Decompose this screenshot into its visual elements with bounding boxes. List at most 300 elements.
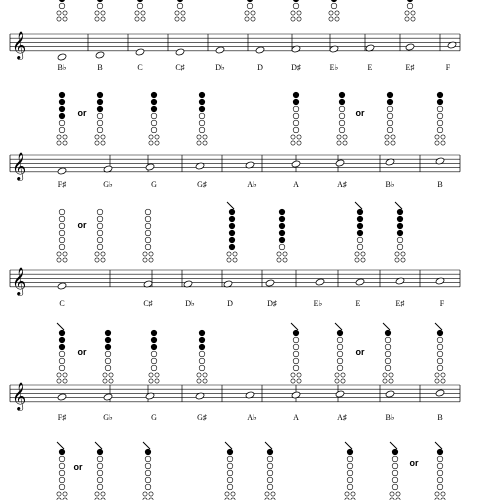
open-hole: [203, 379, 207, 383]
open-hole: [347, 477, 353, 483]
open-hole: [97, 3, 103, 9]
open-hole: [401, 258, 405, 262]
open-hole: [385, 358, 391, 364]
fingering-diagram: [143, 209, 153, 262]
open-hole: [95, 252, 99, 256]
closed-hole: [397, 216, 403, 222]
open-hole: [335, 379, 339, 383]
open-hole: [391, 135, 395, 139]
note-head: [329, 45, 339, 53]
fingering-diagram: [405, 0, 415, 21]
open-hole: [59, 365, 65, 371]
open-hole: [155, 141, 159, 145]
open-hole: [437, 113, 443, 119]
open-hole: [97, 120, 103, 126]
open-hole: [437, 470, 443, 476]
open-hole: [347, 463, 353, 469]
open-hole: [97, 484, 103, 490]
open-hole: [59, 120, 65, 126]
open-hole: [199, 127, 205, 133]
closed-hole: [279, 237, 285, 243]
fingering-diagram: [335, 323, 345, 383]
open-hole: [383, 379, 387, 383]
open-hole: [181, 11, 185, 15]
open-hole: [97, 463, 103, 469]
open-hole: [97, 470, 103, 476]
open-hole: [57, 373, 61, 377]
open-hole: [101, 492, 105, 496]
closed-hole: [267, 449, 273, 455]
closed-hole: [59, 337, 65, 343]
open-hole: [59, 3, 65, 9]
open-hole: [392, 484, 398, 490]
open-hole: [335, 17, 339, 21]
closed-hole: [437, 92, 443, 98]
note-head: [135, 48, 145, 56]
note-label: B: [437, 180, 443, 189]
open-hole: [197, 373, 201, 377]
open-hole: [97, 216, 103, 222]
open-hole: [145, 230, 151, 236]
open-hole: [97, 456, 103, 462]
open-hole: [59, 456, 65, 462]
closed-hole: [437, 99, 443, 105]
open-hole: [283, 252, 287, 256]
open-hole: [389, 373, 393, 377]
open-hole: [297, 379, 301, 383]
open-hole: [225, 492, 229, 496]
note-head: [335, 159, 345, 167]
open-hole: [387, 127, 393, 133]
note-head: [145, 163, 155, 171]
open-hole: [435, 135, 439, 139]
note-head: [405, 43, 415, 51]
open-hole: [435, 492, 439, 496]
open-hole: [199, 365, 205, 371]
closed-hole: [97, 449, 103, 455]
open-hole: [401, 252, 405, 256]
open-hole: [59, 209, 65, 215]
note-label: A: [293, 180, 299, 189]
note-label: G♯: [197, 180, 207, 189]
fingering-diagram: [135, 0, 145, 21]
closed-hole: [199, 106, 205, 112]
open-hole: [197, 135, 201, 139]
open-hole: [59, 470, 65, 476]
open-hole: [437, 106, 443, 112]
closed-hole: [293, 92, 299, 98]
open-hole: [267, 456, 273, 462]
fingering-diagram: [225, 442, 235, 500]
note-label: A: [293, 413, 299, 422]
treble-clef: 𝄞: [12, 31, 27, 59]
open-hole: [197, 379, 201, 383]
open-hole: [392, 456, 398, 462]
open-hole: [355, 258, 359, 262]
closed-hole: [59, 330, 65, 336]
closed-hole: [151, 337, 157, 343]
note-label: E♭: [329, 63, 339, 72]
treble-clef: 𝄞: [12, 152, 27, 180]
open-hole: [297, 373, 301, 377]
open-hole: [227, 477, 233, 483]
open-hole: [335, 11, 339, 15]
closed-hole: [293, 0, 299, 2]
fingering-diagram: [57, 92, 67, 145]
note-label: D♭: [185, 299, 195, 308]
open-hole: [97, 223, 103, 229]
closed-hole: [385, 330, 391, 336]
open-hole: [155, 373, 159, 377]
open-hole: [361, 252, 365, 256]
open-hole: [63, 17, 67, 21]
closed-hole: [229, 209, 235, 215]
open-hole: [293, 365, 299, 371]
closed-hole: [59, 99, 65, 105]
open-hole: [203, 141, 207, 145]
closed-hole: [293, 330, 299, 336]
open-hole: [345, 492, 349, 496]
open-hole: [101, 17, 105, 21]
closed-hole: [397, 230, 403, 236]
thumb-mark: [435, 442, 442, 449]
note-label: A♯: [337, 180, 347, 189]
open-hole: [151, 120, 157, 126]
open-hole: [339, 106, 345, 112]
note-label: F♯: [57, 180, 67, 189]
open-hole: [95, 141, 99, 145]
note-label: F: [445, 63, 451, 72]
open-hole: [149, 135, 153, 139]
note-head: [385, 390, 395, 398]
open-hole: [396, 492, 400, 496]
open-hole: [277, 252, 281, 256]
open-hole: [101, 135, 105, 139]
open-hole: [385, 344, 391, 350]
open-hole: [57, 492, 61, 496]
open-hole: [63, 373, 67, 377]
closed-hole: [199, 337, 205, 343]
thumb-mark: [227, 202, 234, 209]
closed-hole: [279, 209, 285, 215]
closed-hole: [151, 92, 157, 98]
open-hole: [265, 492, 269, 496]
open-hole: [203, 135, 207, 139]
open-hole: [291, 373, 295, 377]
note-label: A♯: [337, 413, 347, 422]
open-hole: [251, 11, 255, 15]
open-hole: [293, 337, 299, 343]
open-hole: [145, 244, 151, 250]
open-hole: [337, 141, 341, 145]
fingering-diagram: [265, 442, 275, 500]
open-hole: [331, 3, 337, 9]
staff-1: [10, 31, 460, 61]
closed-hole: [247, 0, 253, 2]
closed-hole: [59, 92, 65, 98]
note-label: D♭: [215, 63, 225, 72]
note-label: G♭: [103, 413, 113, 422]
thumb-mark: [383, 323, 390, 330]
open-hole: [279, 244, 285, 250]
open-hole: [355, 252, 359, 256]
open-hole: [271, 492, 275, 496]
or-label: or: [355, 347, 365, 357]
closed-hole: [279, 216, 285, 222]
open-hole: [57, 11, 61, 15]
fingering-diagram: [355, 202, 365, 262]
closed-hole: [105, 337, 111, 343]
note-head: [265, 279, 275, 287]
fingering-diagram: [95, 92, 105, 145]
closed-hole: [437, 449, 443, 455]
open-hole: [151, 365, 157, 371]
fingering-diagram: [95, 209, 105, 262]
closed-hole: [59, 0, 65, 2]
fingering-diagram: [197, 330, 207, 383]
open-hole: [97, 244, 103, 250]
closed-hole: [279, 223, 285, 229]
closed-hole: [392, 449, 398, 455]
open-hole: [57, 17, 61, 21]
open-hole: [437, 365, 443, 371]
closed-hole: [229, 230, 235, 236]
open-hole: [341, 373, 345, 377]
open-hole: [385, 351, 391, 357]
fingering-diagram: [277, 209, 287, 262]
note-head: [57, 53, 67, 61]
open-hole: [175, 11, 179, 15]
open-hole: [437, 337, 443, 343]
open-hole: [95, 17, 99, 21]
open-hole: [391, 141, 395, 145]
open-hole: [227, 258, 231, 262]
open-hole: [383, 373, 387, 377]
open-hole: [267, 463, 273, 469]
open-hole: [151, 351, 157, 357]
open-hole: [357, 237, 363, 243]
open-hole: [101, 258, 105, 262]
open-hole: [387, 106, 393, 112]
closed-hole: [199, 330, 205, 336]
closed-hole: [357, 223, 363, 229]
open-hole: [411, 17, 415, 21]
open-hole: [97, 209, 103, 215]
open-hole: [227, 252, 231, 256]
open-hole: [339, 113, 345, 119]
open-hole: [59, 223, 65, 229]
open-hole: [251, 17, 255, 21]
staff-3: [10, 267, 460, 296]
thumb-mark: [143, 442, 150, 449]
open-hole: [227, 463, 233, 469]
closed-hole: [97, 106, 103, 112]
note-label: D: [257, 63, 263, 72]
staff-2: [10, 152, 460, 181]
open-hole: [199, 120, 205, 126]
open-hole: [441, 379, 445, 383]
note-label: E♯: [405, 63, 415, 72]
note-label: E: [367, 63, 373, 72]
note-label: F: [439, 299, 445, 308]
open-hole: [437, 120, 443, 126]
open-hole: [95, 11, 99, 15]
open-hole: [227, 470, 233, 476]
closed-hole: [339, 92, 345, 98]
open-hole: [141, 17, 145, 21]
or-label: or: [73, 462, 83, 472]
or-label: or: [77, 220, 87, 230]
note-head: [57, 393, 67, 401]
open-hole: [145, 223, 151, 229]
note-label: B♭: [385, 180, 395, 189]
closed-hole: [387, 99, 393, 105]
closed-hole: [105, 330, 111, 336]
open-hole: [293, 113, 299, 119]
open-hole: [387, 120, 393, 126]
open-hole: [291, 135, 295, 139]
open-hole: [357, 244, 363, 250]
open-hole: [437, 477, 443, 483]
open-hole: [97, 230, 103, 236]
open-hole: [59, 216, 65, 222]
thumb-mark: [95, 442, 102, 449]
thumb-mark: [435, 323, 442, 330]
closed-hole: [407, 0, 413, 2]
open-hole: [291, 379, 295, 383]
open-hole: [109, 373, 113, 377]
closed-hole: [59, 344, 65, 350]
open-hole: [141, 11, 145, 15]
fingering-diagrams: [57, 0, 445, 500]
open-hole: [151, 358, 157, 364]
open-hole: [103, 379, 107, 383]
note-head: [291, 45, 301, 53]
open-hole: [95, 258, 99, 262]
closed-hole: [279, 230, 285, 236]
note-head: [255, 46, 265, 54]
fingering-diagram: [395, 202, 405, 262]
fingering-diagram: [197, 92, 207, 145]
open-hole: [435, 141, 439, 145]
note-label: B♭: [385, 413, 395, 422]
note-head: [215, 46, 225, 54]
open-hole: [293, 127, 299, 133]
open-hole: [101, 11, 105, 15]
open-hole: [145, 463, 151, 469]
fingering-diagram: [383, 323, 393, 383]
open-hole: [392, 463, 398, 469]
note-label: G: [151, 180, 157, 189]
open-hole: [387, 113, 393, 119]
open-hole: [149, 379, 153, 383]
closed-hole: [229, 216, 235, 222]
closed-hole: [137, 0, 143, 2]
open-hole: [135, 17, 139, 21]
note-head: [335, 390, 345, 398]
closed-hole: [357, 209, 363, 215]
open-hole: [390, 492, 394, 496]
open-hole: [337, 344, 343, 350]
closed-hole: [97, 0, 103, 2]
open-hole: [135, 11, 139, 15]
fingering-diagram: [175, 0, 185, 21]
open-hole: [411, 11, 415, 15]
open-hole: [297, 141, 301, 145]
closed-hole: [229, 223, 235, 229]
open-hole: [57, 135, 61, 139]
closed-hole: [339, 99, 345, 105]
open-hole: [293, 344, 299, 350]
open-hole: [181, 17, 185, 21]
closed-hole: [357, 216, 363, 222]
open-hole: [329, 17, 333, 21]
open-hole: [341, 379, 345, 383]
treble-clef: 𝄞: [12, 382, 27, 410]
note-head: [315, 278, 325, 286]
open-hole: [175, 17, 179, 21]
open-hole: [145, 216, 151, 222]
open-hole: [95, 492, 99, 496]
open-hole: [59, 463, 65, 469]
open-hole: [441, 492, 445, 496]
closed-hole: [397, 223, 403, 229]
open-hole: [59, 127, 65, 133]
open-hole: [145, 209, 151, 215]
open-hole: [395, 252, 399, 256]
open-hole: [385, 365, 391, 371]
fingering-diagram: [291, 92, 301, 145]
open-hole: [435, 373, 439, 377]
fingering-diagram: [291, 323, 301, 383]
open-hole: [339, 127, 345, 133]
open-hole: [277, 258, 281, 262]
open-hole: [59, 237, 65, 243]
closed-hole: [97, 92, 103, 98]
closed-hole: [357, 230, 363, 236]
closed-hole: [199, 92, 205, 98]
thumb-mark: [57, 323, 64, 330]
open-hole: [151, 113, 157, 119]
fingering-diagram: [227, 202, 237, 262]
fingering-diagram: [329, 0, 339, 21]
open-hole: [293, 358, 299, 364]
open-hole: [343, 141, 347, 145]
open-hole: [347, 456, 353, 462]
open-hole: [385, 135, 389, 139]
open-hole: [392, 470, 398, 476]
note-head: [435, 157, 445, 165]
open-hole: [395, 258, 399, 262]
open-hole: [293, 106, 299, 112]
note-label: A♭: [247, 413, 257, 422]
or-label: or: [355, 108, 365, 118]
open-hole: [267, 484, 273, 490]
closed-hole: [437, 330, 443, 336]
open-hole: [63, 135, 67, 139]
closed-hole: [59, 106, 65, 112]
open-hole: [59, 358, 65, 364]
open-hole: [143, 492, 147, 496]
note-head: [435, 389, 445, 397]
fingering-diagram: [149, 92, 159, 145]
thumb-mark: [57, 442, 64, 449]
or-label: or: [409, 458, 419, 468]
open-hole: [437, 456, 443, 462]
open-hole: [197, 141, 201, 145]
note-label: D: [227, 299, 233, 308]
open-hole: [247, 3, 253, 9]
